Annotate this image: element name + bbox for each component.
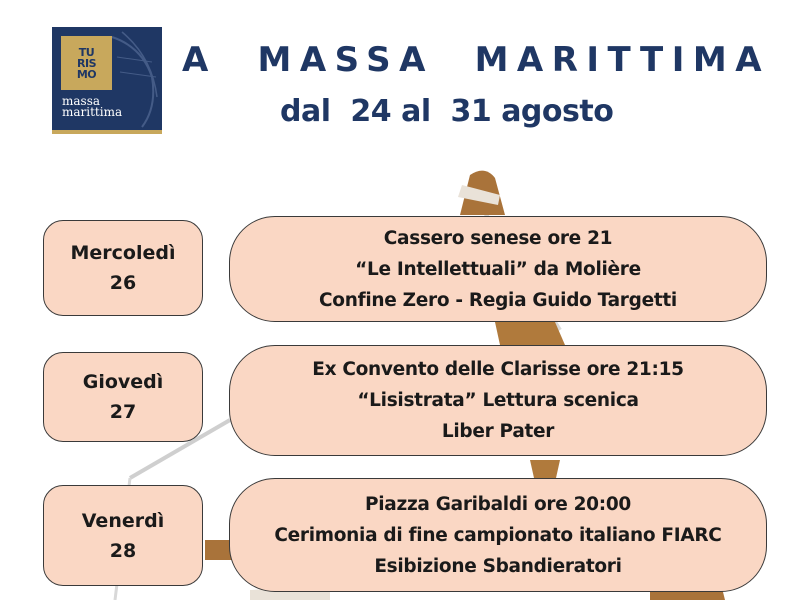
logo-badge-line: RIS [77, 56, 96, 70]
logo-name-line: massa [62, 94, 101, 108]
day-name: Venerdì [81, 509, 165, 532]
day-name: Giovedì [82, 371, 164, 393]
event-line: Cerimonia di fine campionato italiano FIARC [274, 524, 722, 546]
logo-name [62, 96, 122, 118]
event-line: “Lisistrata” Lettura scenica [357, 390, 639, 411]
day-date: 27 [109, 401, 137, 423]
event-line: Piazza Garibaldi ore 20:00 [365, 493, 631, 515]
logo-badge-line: TU [78, 45, 95, 59]
turismo-massa-marittima-logo [52, 27, 162, 134]
day-box-venerdi [43, 485, 203, 586]
event-line: “Le Intellettuali” da Molière [355, 258, 641, 280]
logo-badge [61, 36, 112, 90]
day-box-mercoledi [43, 220, 203, 316]
day-box-giovedi [43, 352, 203, 442]
day-date: 26 [109, 272, 137, 294]
page-title: A MASSA MARITTIMA [182, 40, 771, 80]
event-line: Cassero senese ore 21 [383, 227, 613, 249]
day-date: 28 [109, 539, 137, 562]
logo-badge-line: MO [76, 67, 97, 81]
logo-bottom-bar [52, 130, 162, 134]
event-line: Confine Zero - Regia Guido Targetti [319, 289, 677, 311]
event-box-venerdi [229, 478, 767, 592]
page-subtitle: dal 24 al 31 agosto [280, 94, 614, 129]
event-line: Ex Convento delle Clarisse ore 21:15 [312, 359, 684, 380]
event-box-giovedi [229, 345, 767, 456]
event-line: Liber Pater [441, 421, 555, 442]
event-box-mercoledi [229, 216, 767, 322]
day-name: Mercoledì [70, 242, 176, 264]
event-line: Esibizione Sbandieratori [374, 555, 622, 577]
logo-name-line: marittima [62, 105, 123, 119]
